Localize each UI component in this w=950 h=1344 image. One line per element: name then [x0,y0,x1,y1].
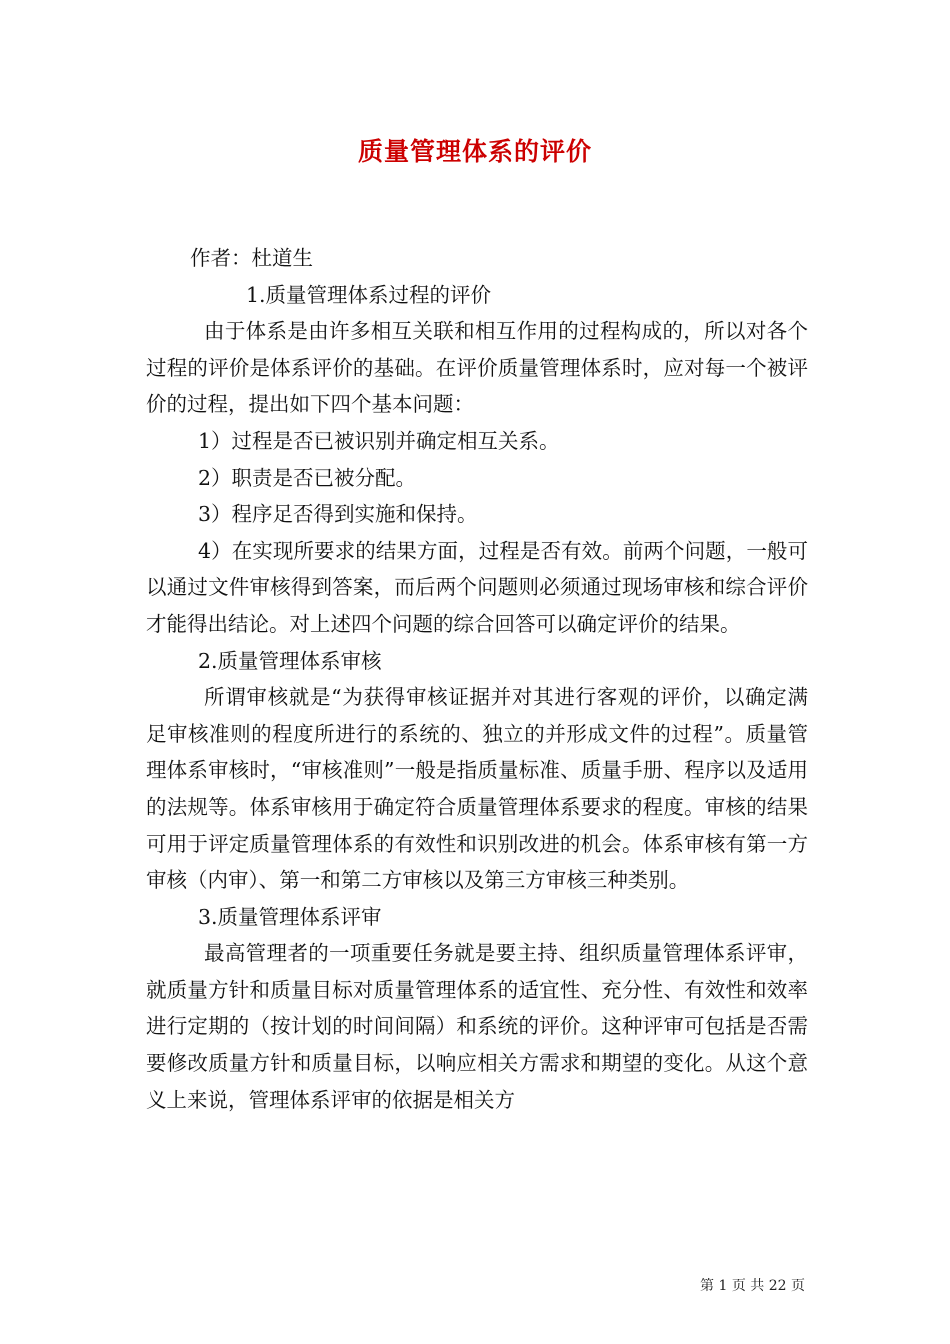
paragraph-1: 由于体系是由许多相互关联和相互作用的过程构成的，所以对各个过程的评价是体系评价的基础。在评价质量管理体系时，应对每一个被评价的过程，提出如下四个基本问题： [146,319,808,417]
section-heading-1: 1.质量管理体系过程的评价 [246,282,492,307]
paragraph-2: 所谓审核就是“为获得审核证据并对其进行客观的评价，以确定满足审核准则的程度所进行的系统的、独立的并形成文件的过程”。质量管理体系审核时，“审核准则”一般是指质量标准、质量手册、程序以及适用的法规等。体系审核用于确定符合质量管理体系要求的程度。审核的结果可用于评定质量管理体系的有效性和识别改进的机会。体系审核有第一方审核（内审）、第一和第二方审核以及第三方审核三种类别。 [146,685,808,893]
list-item-4: 4）在实现所要求的结果方面，过程是否有效。前两个问题，一般可以通过文件审核得到答案，而后两个问题则必须通过现场审核和综合评价才能得出结论。对上述四个问题的综合回答可以确定评价的结果。 [146,538,808,636]
paragraph-3: 最高管理者的一项重要任务就是要主持、组织质量管理体系评审，就质量方针和质量目标对质量管理体系的适宜性、充分性、有效性和效率进行定期的（按计划的时间间隔）和系统的评价。这种评审可包括是否需要修改质量方针和质量目标，以响应相关方需求和期望的变化。从这个意义上来说，管理体系评审的依据是相关方 [146,941,808,1112]
list-item-3: 3）程序足否得到实施和保持。 [198,502,478,527]
page-number-footer: 第 1 页 共 22 页 [700,1278,805,1294]
section-heading-3: 3.质量管理体系评审 [198,904,382,929]
section-heading-2: 2.质量管理体系审核 [198,648,382,673]
list-item-1: 1）过程是否已被识别并确定相互关系。 [198,428,560,453]
author-line: 作者：杜道生 [190,246,313,270]
list-item-2: 2）职责是否已被分配。 [198,465,417,490]
page-title: 质量管理体系的评价 [357,137,592,166]
document-body [146,240,808,1118]
